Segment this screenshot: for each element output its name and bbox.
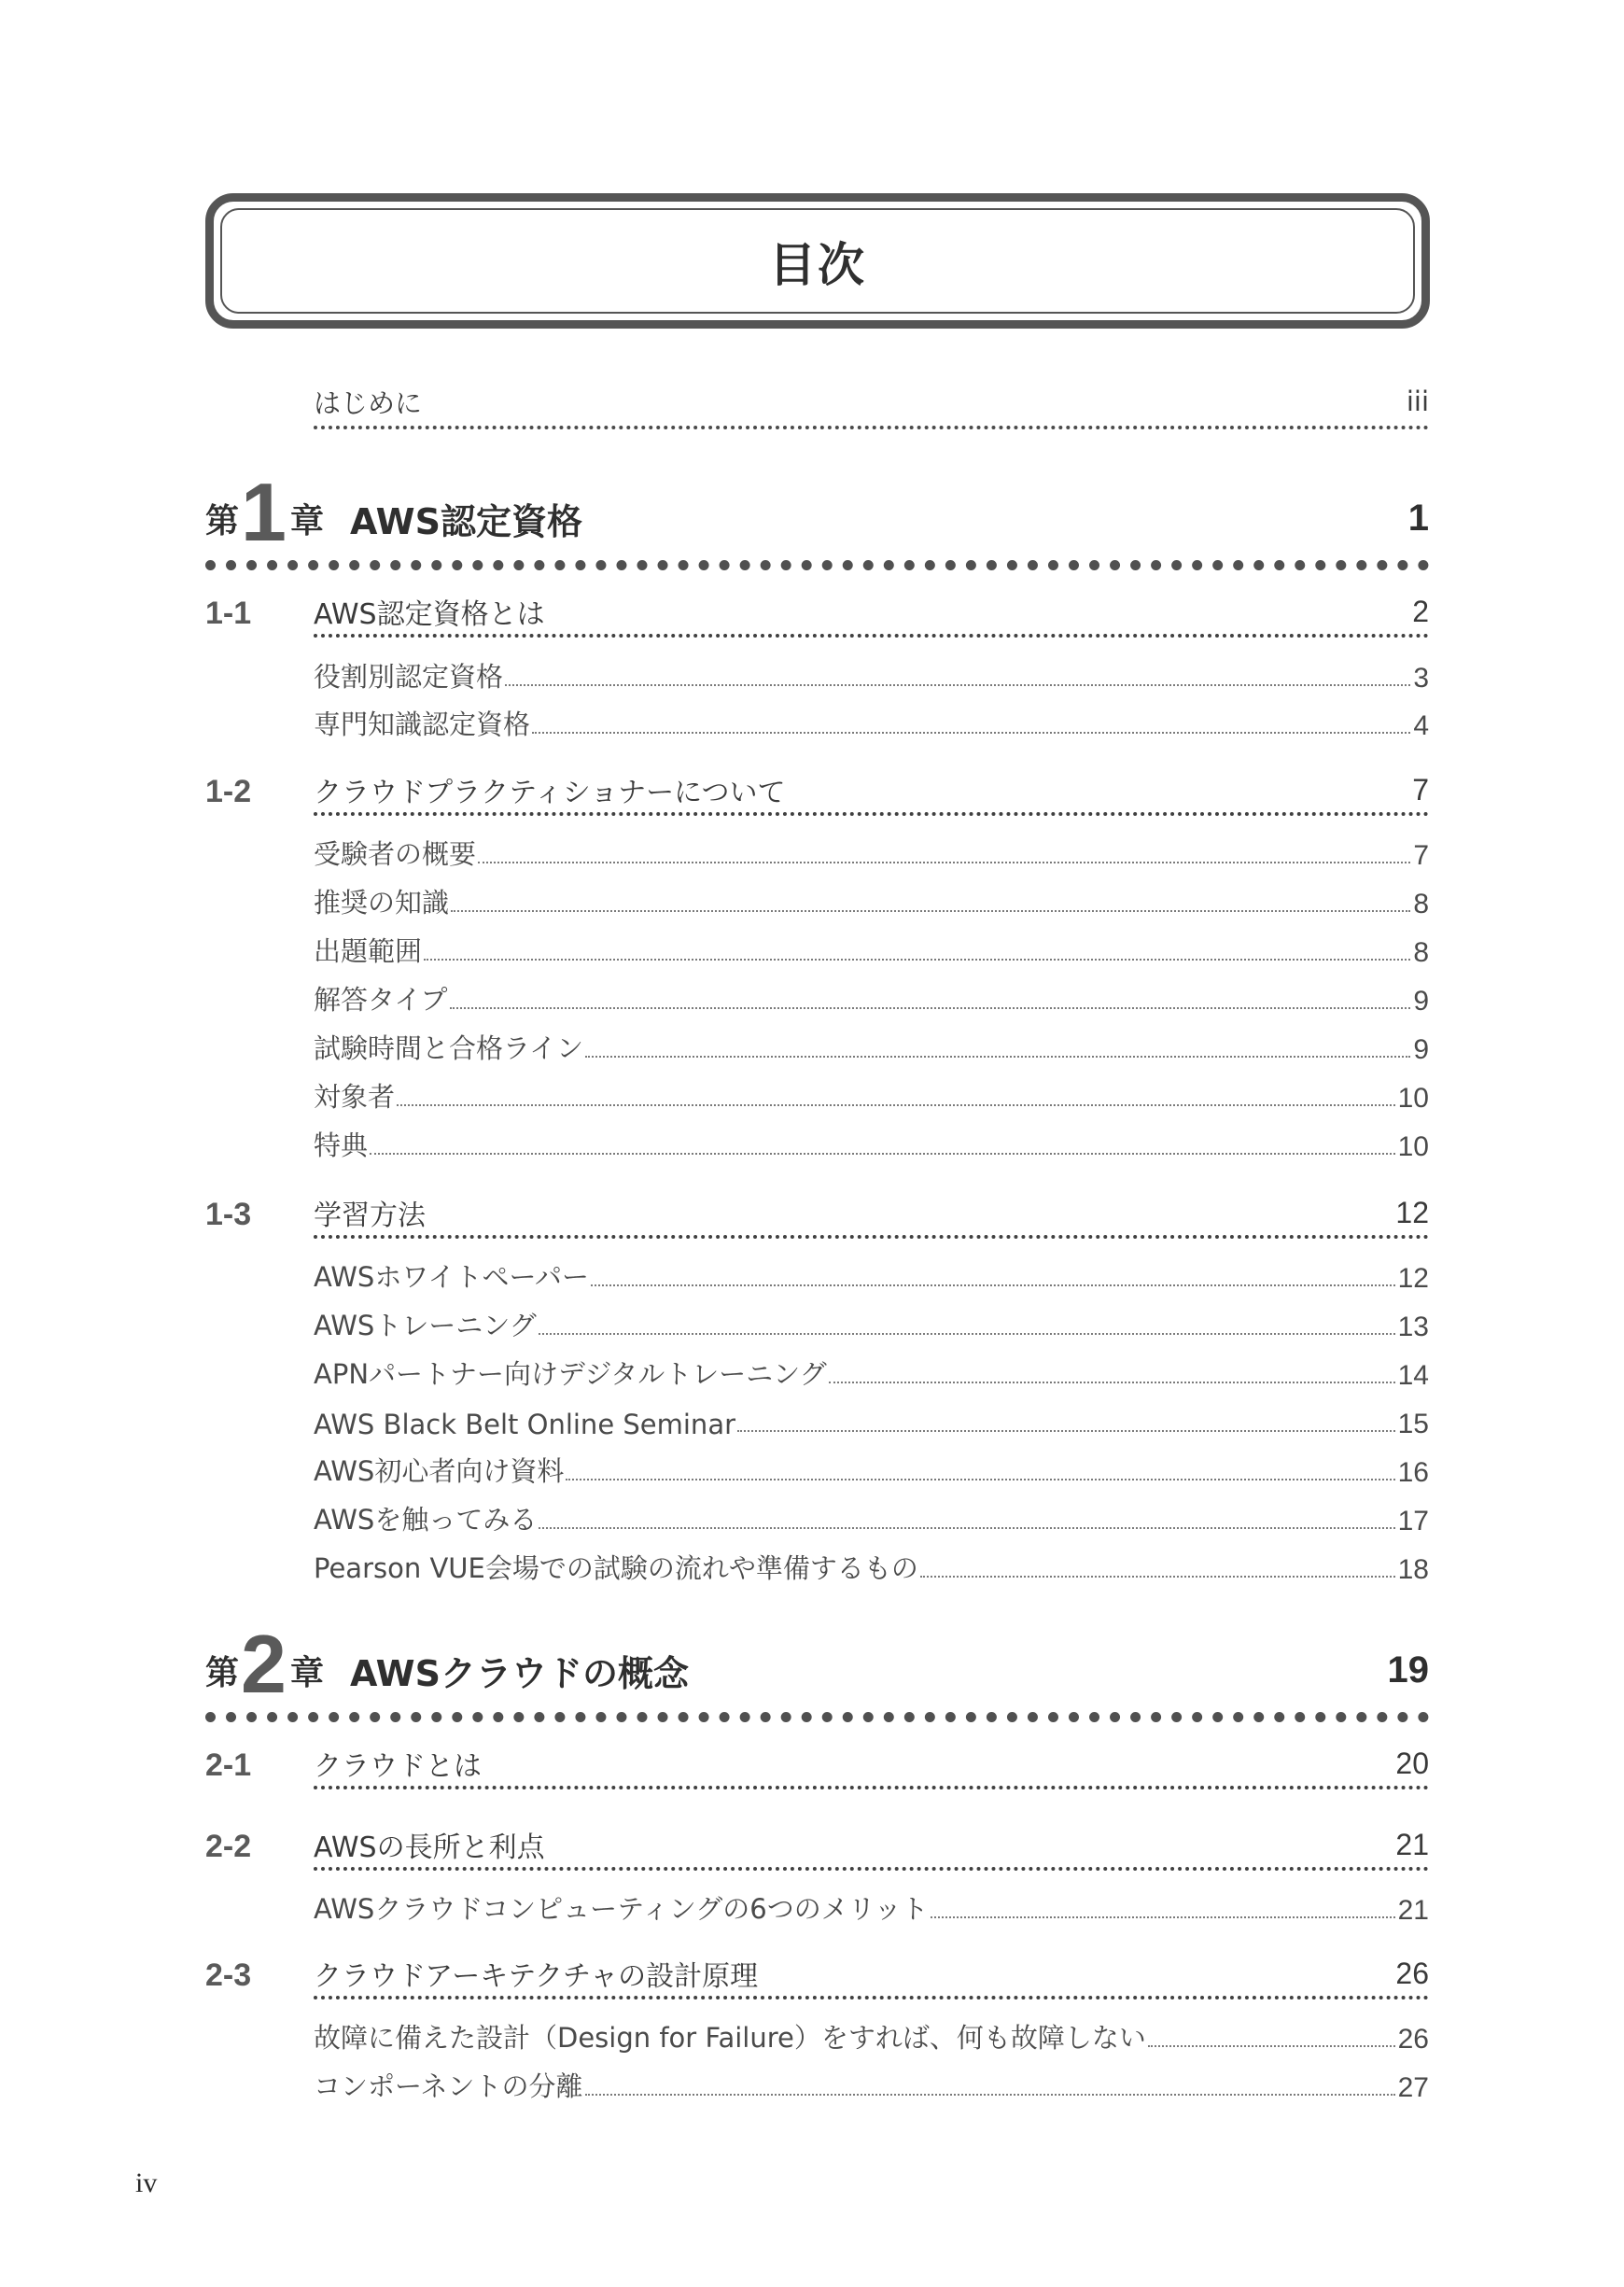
- item-label: APNパートナー向けデジタルトレーニング: [314, 1358, 827, 1390]
- section-title: AWSの長所と利点: [314, 1831, 545, 1864]
- section-page: 26: [1395, 1956, 1429, 1990]
- item-page: 13: [1397, 1312, 1429, 1342]
- toc-item[interactable]: [314, 976, 1429, 1017]
- section-1-1[interactable]: [205, 589, 1429, 638]
- toc-item[interactable]: [314, 831, 1429, 872]
- toc-item[interactable]: [314, 1545, 1429, 1586]
- item-page: 9: [1413, 986, 1429, 1017]
- leader-dots: [585, 1056, 1410, 1058]
- toc-item[interactable]: [314, 1254, 1429, 1295]
- leader-dots: [737, 1430, 1395, 1432]
- item-label: AWSクラウドコンピューティングの6つのメリット: [314, 1893, 929, 1925]
- section-body: [314, 1741, 1429, 1789]
- item-page: 10: [1397, 1083, 1429, 1114]
- leader-dots: [920, 1576, 1395, 1578]
- leader-dots: [532, 732, 1410, 734]
- leader-dots: [566, 1479, 1394, 1480]
- item-page: 10: [1397, 1131, 1429, 1162]
- section-title: クラウドとは: [314, 1750, 482, 1783]
- item-page: 12: [1397, 1263, 1429, 1294]
- chapter-page: 19: [1387, 1649, 1429, 1691]
- item-page: 3: [1413, 663, 1429, 694]
- chapter-title: AWS認定資格: [349, 500, 582, 542]
- item-label: 推奨の知識: [314, 887, 450, 919]
- item-label: 出題範囲: [314, 935, 423, 967]
- item-label: コンポーネントの分離: [314, 2070, 583, 2102]
- toc-item[interactable]: [314, 2014, 1429, 2055]
- chapter-prefix: 第: [205, 1653, 240, 1692]
- section-page: 7: [1412, 772, 1429, 807]
- toc-item[interactable]: [314, 928, 1429, 969]
- item-page: 8: [1413, 937, 1429, 968]
- leader-dots: [370, 1153, 1395, 1155]
- item-label: Pearson VUE会場での試験の流れや準備するもの: [314, 1552, 918, 1584]
- section-2-2[interactable]: [205, 1822, 1429, 1871]
- item-label: 特典: [314, 1129, 369, 1161]
- item-label: 故障に備えた設計（Design for Failure）をすれば、何も故障しない: [314, 2022, 1146, 2054]
- item-label: 解答タイプ: [314, 984, 448, 1016]
- leader-dots: [451, 910, 1410, 912]
- section-1-3[interactable]: [205, 1190, 1429, 1239]
- section-body: [314, 1822, 1429, 1871]
- item-page: 7: [1413, 840, 1429, 871]
- item-label: AWS Black Belt Online Seminar: [314, 1409, 736, 1440]
- section-number: 1-1: [205, 595, 252, 631]
- item-page: 17: [1397, 1506, 1429, 1536]
- toc-item[interactable]: [314, 1496, 1429, 1537]
- toc-item[interactable]: [314, 701, 1429, 742]
- toc-item[interactable]: [314, 1399, 1429, 1440]
- chapter-number: 2: [241, 1618, 287, 1710]
- chapter-suffix: 章: [289, 501, 324, 540]
- item-label: AWSを触ってみる: [314, 1504, 538, 1536]
- item-page: 21: [1397, 1895, 1429, 1926]
- section-number: 2-1: [205, 1747, 252, 1783]
- toc-entry-intro[interactable]: [314, 377, 1429, 429]
- leader-dots: [1148, 2045, 1395, 2047]
- entry-label: はじめに: [314, 383, 1403, 421]
- chapter-heading-2[interactable]: [205, 1618, 1429, 1722]
- item-page: 16: [1397, 1457, 1429, 1488]
- section-page: 2: [1412, 594, 1429, 628]
- toc-item[interactable]: [314, 1886, 1429, 1927]
- page-number: iv: [135, 2168, 158, 2198]
- section-page: 12: [1395, 1195, 1429, 1229]
- item-label: 専門知識認定資格: [314, 709, 531, 740]
- leader-dots: [450, 1007, 1411, 1009]
- item-label: AWSホワイトペーパー: [314, 1261, 590, 1293]
- section-title: クラウドアーキテクチャの設計原理: [314, 1960, 759, 1993]
- chapter-number: 1: [241, 466, 287, 558]
- section-page: 21: [1395, 1827, 1429, 1861]
- chapter-page: 1: [1407, 497, 1429, 539]
- chapter-prefix: 第: [205, 501, 240, 540]
- leader-dots: [539, 1527, 1394, 1529]
- leader-dots: [424, 959, 1410, 961]
- section-title: AWS認定資格とは: [314, 598, 545, 631]
- item-label: 試験時間と合格ライン: [314, 1032, 584, 1064]
- toc-item[interactable]: [314, 1302, 1429, 1343]
- section-number: 1-2: [205, 773, 252, 809]
- toc-item[interactable]: [314, 2063, 1429, 2104]
- entry-page: iii: [1403, 386, 1429, 417]
- toc-item[interactable]: [314, 1025, 1429, 1066]
- section-body: [314, 589, 1429, 638]
- item-label: 役割別認定資格: [314, 661, 504, 693]
- section-number: 1-3: [205, 1196, 252, 1232]
- leader-dots: [397, 1104, 1395, 1106]
- toc-item[interactable]: [314, 1448, 1429, 1489]
- toc-item[interactable]: [314, 879, 1429, 920]
- section-number: 2-3: [205, 1957, 252, 1993]
- item-label: AWS初心者向け資料: [314, 1455, 565, 1487]
- chapter-suffix: 章: [289, 1653, 324, 1692]
- chapter-title: AWSクラウドの概念: [349, 1652, 689, 1694]
- section-number: 2-2: [205, 1828, 252, 1864]
- section-title: クラウドプラクティショナーについて: [314, 777, 786, 809]
- section-2-1[interactable]: [205, 1741, 1429, 1789]
- leader-dots: [478, 862, 1410, 863]
- section-body: [314, 1951, 1429, 1999]
- toc-item[interactable]: [314, 1351, 1429, 1392]
- item-page: 9: [1413, 1034, 1429, 1065]
- section-2-3[interactable]: [205, 1951, 1429, 1999]
- toc-item[interactable]: [314, 653, 1429, 695]
- item-label: 対象者: [314, 1081, 396, 1113]
- item-page: 14: [1397, 1360, 1429, 1391]
- leader-dots: [591, 1284, 1395, 1286]
- section-1-2[interactable]: [205, 767, 1429, 816]
- section-page: 20: [1395, 1746, 1429, 1780]
- item-page: 26: [1397, 2024, 1429, 2055]
- leader-dots: [931, 1916, 1395, 1918]
- leader-dots: [585, 2094, 1395, 2096]
- page-title: 目次: [769, 237, 866, 292]
- item-page: 8: [1413, 889, 1429, 919]
- leader-dots: [539, 1333, 1395, 1335]
- item-page: 27: [1397, 2072, 1429, 2103]
- chapter-heading-1[interactable]: [205, 466, 1429, 570]
- leader-dots: [829, 1382, 1395, 1383]
- item-page: 18: [1397, 1554, 1429, 1585]
- item-label: AWSトレーニング: [314, 1310, 537, 1341]
- toc-item[interactable]: [314, 1073, 1429, 1115]
- toc-title-box: [205, 193, 1430, 329]
- section-title: 学習方法: [314, 1200, 426, 1232]
- item-page: 4: [1413, 710, 1429, 741]
- section-body: [314, 1190, 1429, 1239]
- item-page: 15: [1397, 1409, 1429, 1439]
- toc-item[interactable]: [314, 1122, 1429, 1163]
- leader-dots: [505, 684, 1410, 686]
- section-body: [314, 767, 1429, 816]
- item-label: 受験者の概要: [314, 838, 477, 870]
